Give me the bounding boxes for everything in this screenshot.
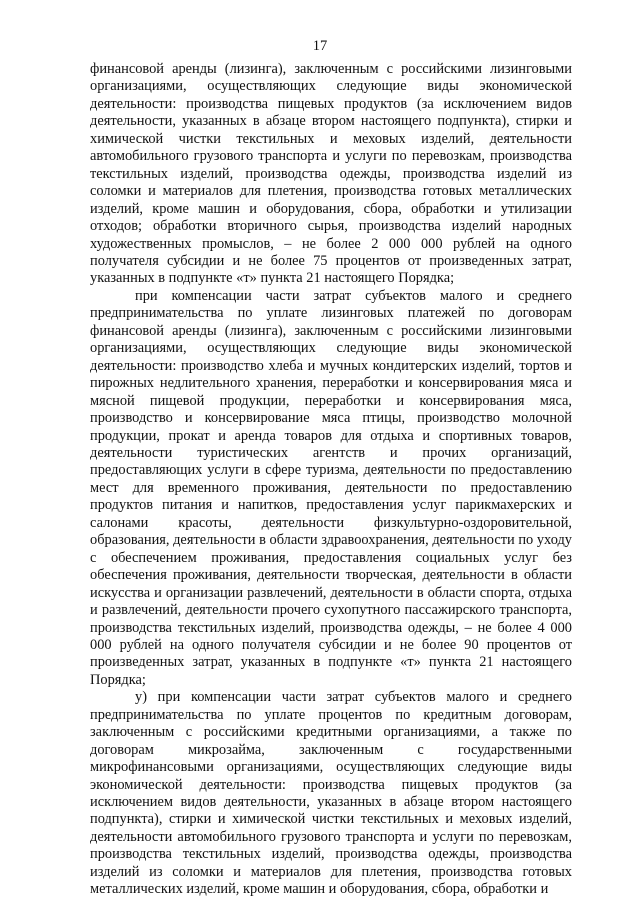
body-text	[90, 61, 572, 899]
paragraph-continuation: финансовой аренды (лизинга), заключенным с российскими лизинговыми организациями, осуществляющих следующие виды экономической деятельности: производства пищевых продуктов (за исключением видов деятельности, указанных в абзаце втором настоящего подпункта), стирки и химической чистки текстильных и меховых изделий, деятельности автомобильного грузового транспорта и услуги по перевозкам, производства текстильных изделий, производства одежды, производства изделий из соломки и материалов для плетения, производства готовых металлических изделий, кроме машин и оборудования, сбора, обработки и утилизации отходов; обработки вторичного сырья, производства изделий народных художественных промыслов, – не более 2 000 000 рублей на одного получателя субсидии и не более 75 процентов от произведенных затрат, указанных в подпункте «т» пункта 21 настоящего Порядка;	[90, 61, 572, 287]
paragraph-leasing-compensation: при компенсации части затрат субъектов малого и среднего предпринимательства по уплате лизинговых платежей по договорам финансовой аренды (лизинга), заключенным с российскими лизинговыми организациями, осуществляющих следующие виды экономической деятельности: производство хлеба и мучных кондитерских изделий, тортов и пирожных недлительного хранения, переработки и консервирования мяса и мясной пищевой продукции, переработки и консервирования мяса, производство и консервирование мяса птицы, производство молочной продукции, прокат и аренда товаров для отдыха и спортивных товаров, деятельности туристических агентств и прочих организаций, предоставляющих услуги в сфере туризма, деятельности по предоставлению мест для временного проживания, деятельности по предоставлению продуктов питания и напитков, предоставления услуг парикмахерских и салонами красоты, деятельности физкультурно-оздоровительной, образования, деятельности в области здравоохранения, деятельности по уходу с обеспечением проживания, предоставления социальных услуг без обеспечения проживания, деятельности творческая, деятельности в области искусства и организации развлечений, деятельности в области спорта, отдыха и развлечений, деятельности прочего сухопутного пассажирского транспорта, производства текстильных изделий, производства одежды, – не более 4 000 000 рублей на одного получателя субсидии и не более 90 процентов от произведенных затрат, указанных в подпункте «т» пункта 21 настоящего Порядка;	[90, 287, 572, 688]
paragraph-item-u: у) при компенсации части затрат субъектов малого и среднего предпринимательства по уплате процентов по кредитным договорам, заключенным с российскими кредитными организациями, а также по договорам микрозайма, заключенным с государственными микрофинансовыми организациями, осуществляющих следующие виды экономической деятельности: производства пищевых продуктов (за исключением видов деятельности, указанных в абзаце втором настоящего подпункта), стирки и химической чистки текстильных и меховых изделий, деятельности автомобильного грузового транспорта и услуги по перевозкам, производства текстильных изделий, производства одежды, производства изделий из соломки и материалов для плетения, производства готовых металлических изделий, кроме машин и оборудования, сбора, обработки и	[90, 689, 572, 898]
page-number: 17	[312, 38, 328, 54]
